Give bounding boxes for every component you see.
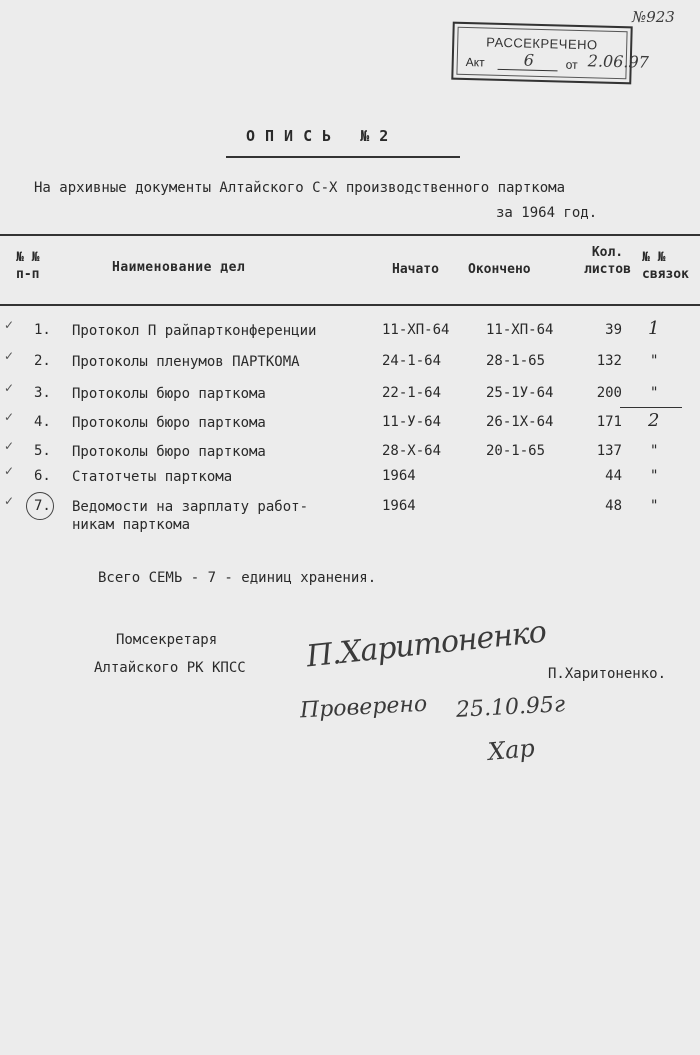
table-header-rule: [0, 304, 700, 306]
row-end: 11-ХП-64: [486, 322, 554, 338]
row-sheets: 132: [596, 353, 622, 369]
handwritten-initials: Хар: [486, 734, 536, 766]
row-end: 20-1-65: [486, 443, 546, 459]
total-units: Всего СЕМЬ - 7 - единиц хранения.: [98, 570, 377, 586]
check-mark-icon: ✓: [4, 464, 15, 478]
row-sheets: 200: [596, 385, 622, 401]
stamp-act-underline: [498, 69, 558, 72]
page-number-handwritten: №923: [632, 8, 675, 26]
row-end: 28-1-65: [486, 353, 546, 369]
row-sheets: 48: [605, 498, 622, 514]
row-number: 1.: [34, 322, 51, 338]
header-num: № № п-п: [16, 250, 40, 282]
row-bundle: ": [650, 468, 659, 484]
handwritten-checked-note: Проверено: [299, 691, 428, 724]
row-name: Протоколы пленумов ПАРТКОМА: [72, 354, 300, 370]
row-start: 11-ХП-64: [382, 322, 450, 338]
row-start: 1964: [382, 468, 416, 484]
row-start: 22-1-64: [382, 385, 442, 401]
signer-title-line1: Помсекретаря: [116, 632, 218, 648]
signer-title-line2: Алтайского РК КПСС: [94, 660, 246, 676]
check-mark-icon: ✓: [4, 410, 15, 424]
row-sheets: 137: [596, 443, 622, 459]
row-start: 11-У-64: [382, 414, 442, 430]
document-title: ОПИСЬ №2: [246, 127, 399, 145]
row-number: 3.: [34, 385, 51, 401]
check-mark-icon: ✓: [4, 494, 15, 508]
check-mark-icon: ✓: [4, 349, 15, 363]
document-subtitle-line2: за 1964 год.: [496, 205, 598, 221]
table-top-rule: [0, 234, 700, 236]
row-number: 6.: [34, 468, 51, 484]
stamp-act-number: 6: [523, 50, 535, 70]
row-start: 24-1-64: [382, 353, 442, 369]
row-sheets: 44: [605, 468, 622, 484]
header-sheets: Кол. листов: [584, 245, 631, 277]
stamp-date: 2.06.97: [587, 51, 650, 72]
row-name: Протоколы бюро парткома: [72, 415, 266, 431]
row-bundle: ": [650, 443, 659, 459]
row-sheets: 39: [605, 322, 622, 338]
bundle-separator-line: [620, 407, 682, 408]
row-number: 5.: [34, 443, 51, 459]
row-bundle: 2: [648, 410, 660, 431]
row-end: 25-1У-64: [486, 385, 554, 401]
header-start: Начато: [392, 262, 439, 277]
table-row: [0, 494, 700, 542]
row-name: Статотчеты парткома: [72, 469, 233, 485]
check-mark-icon: ✓: [4, 439, 15, 453]
header-name: Наименование дел: [112, 260, 246, 275]
row-name: Протокол П райпартконференции: [72, 323, 317, 339]
row-end: 26-1Х-64: [486, 414, 554, 430]
stamp-from-label: от: [565, 57, 578, 72]
signer-name: П.Харитоненко.: [548, 666, 667, 682]
row-sheets: 171: [596, 414, 622, 430]
header-end: Окончено: [468, 262, 531, 277]
check-mark-icon: ✓: [4, 381, 15, 395]
row-name: Протоколы бюро парткома: [72, 444, 266, 460]
row-number: 2.: [34, 353, 51, 369]
row-start: 28-Х-64: [382, 443, 442, 459]
row-name: Протоколы бюро парткома: [72, 386, 266, 402]
check-mark-icon: ✓: [4, 318, 15, 332]
title-underline: [226, 156, 460, 158]
row-name: Ведомости на зарплату работ- никам парткома: [72, 499, 309, 533]
handwritten-checked-date: 25.10.95г: [455, 692, 566, 723]
document-subtitle-line1: На архивные документы Алтайского С-Х производственного парткома: [34, 180, 566, 196]
row-bundle: 1: [648, 318, 660, 339]
row-number: 4.: [34, 414, 51, 430]
stamp-title: РАССЕКРЕЧЕНО: [486, 34, 598, 53]
row-number: 7.: [34, 498, 51, 514]
row-bundle: ": [650, 385, 659, 401]
declassified-stamp: [451, 22, 650, 85]
row-start: 1964: [382, 498, 416, 514]
row-bundle: ": [650, 498, 659, 514]
header-bundle: № № связок: [642, 250, 689, 282]
row-bundle: ": [650, 353, 659, 369]
stamp-act-label: Акт: [465, 55, 485, 70]
handwritten-signature: П.Харитоненко: [304, 614, 548, 675]
